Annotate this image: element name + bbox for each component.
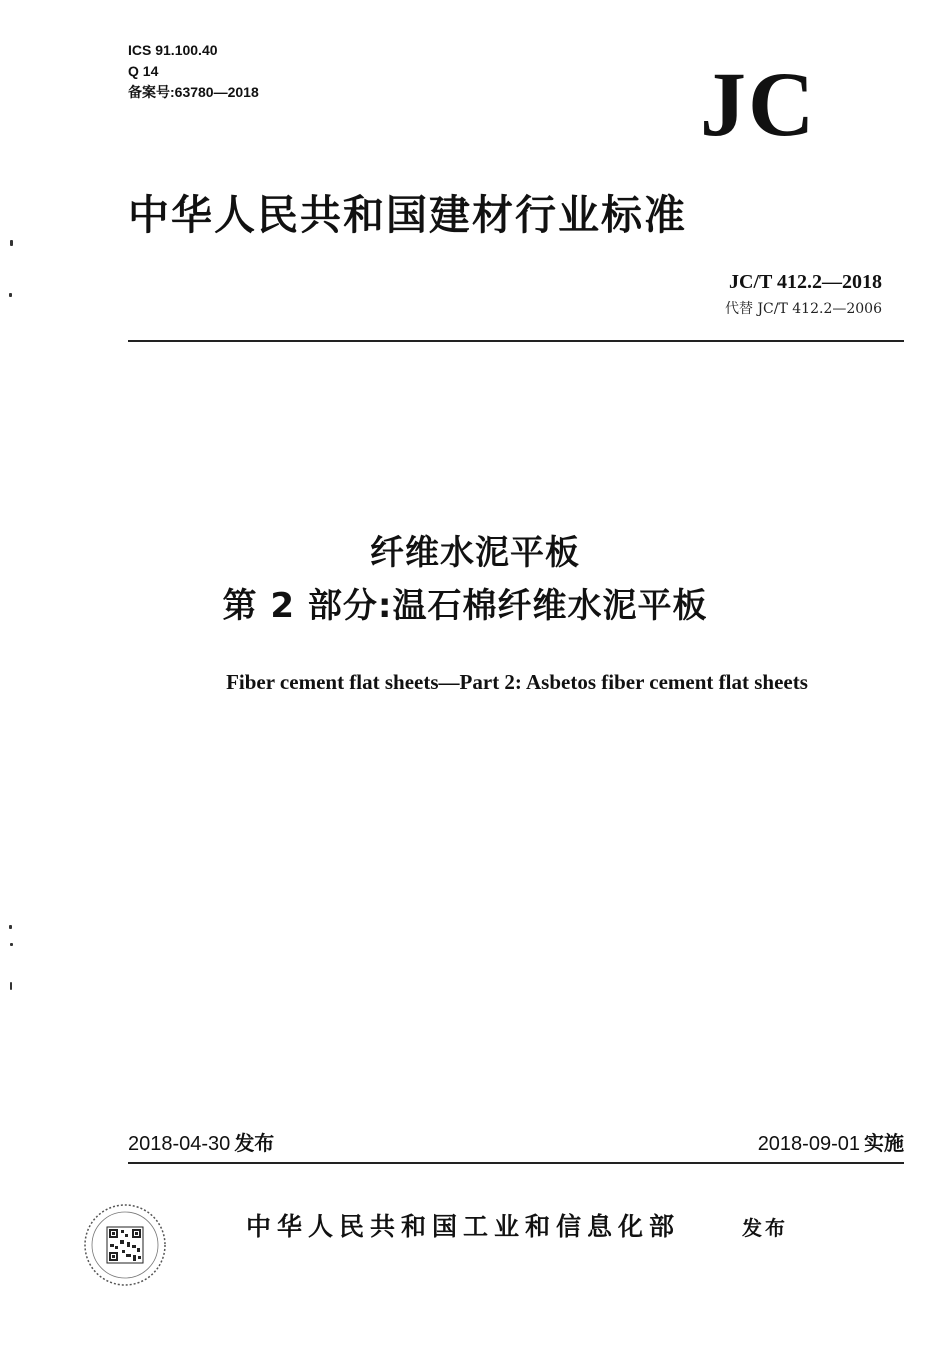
effective-date [758,1127,904,1156]
issue-date-value: 2018-04-30 [128,1133,231,1155]
scan-speck [9,925,12,929]
title-cn-line1: 纤维水泥平板 [370,533,580,573]
scan-speck [9,293,12,297]
standard-replaces: 代替 JC/T 412.2—2006 [725,301,882,317]
effective-date-value: 2018-09-01 [757,1133,860,1155]
ccs-code: Q 14 [128,63,159,79]
issuer-suffix: 发布 [742,1216,788,1240]
scan-speck [10,240,13,246]
ics-code: ICS 91.100.40 [128,42,218,58]
filing-number: 备案号:63780—2018 [128,84,259,100]
qr-seal-icon [80,1200,170,1290]
title-english: Fiber cement flat sheets—Part 2: Asbetos fiber cement flat sheets [226,670,808,694]
scan-speck [10,943,13,946]
bottom-divider [128,1162,904,1164]
standard-number: JC/T 412.2—2018 [729,271,882,293]
title-cn-line2: 第 2 部分:温石棉纤维水泥平板 [222,586,708,626]
top-divider [128,340,904,342]
issuer-name: 中华人民共和国工业和信息化部 [246,1212,681,1241]
issue-date [128,1127,274,1156]
scan-speck [10,982,12,990]
org-title: 中华人民共和国建材行业标准 [128,191,687,239]
jc-logo: JC [700,53,817,155]
effective-date-label: 实施 [864,1131,904,1155]
issue-date-label: 发布 [234,1131,275,1155]
